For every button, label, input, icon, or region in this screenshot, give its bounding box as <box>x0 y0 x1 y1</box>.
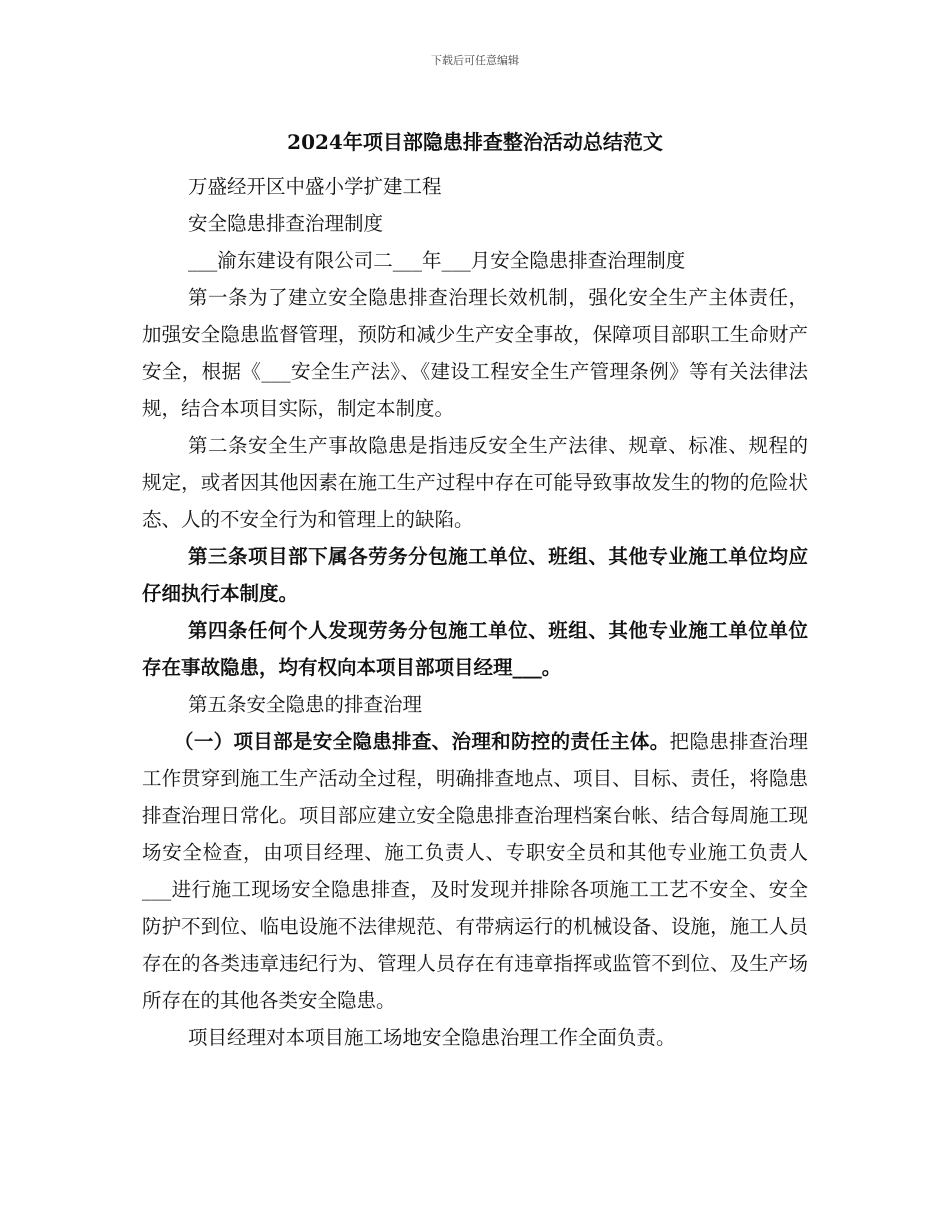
company-date-line: ___渝东建设有限公司二___年___月安全隐患排查治理制度 <box>188 249 686 272</box>
article-4-paragraph: 第四条任何个人发现劳务分包施工单位、班组、其他专业施工单位单位存在事故隐患，均有权向本项目部项目经理___。 <box>142 619 808 679</box>
item-1-lead: （一）项目部是安全隐患排查、治理和防控的责任主体。 <box>174 730 670 753</box>
regulation-name-line: 安全隐患排查治理制度 <box>188 212 384 235</box>
article-5-heading: 第五条安全隐患的排查治理 <box>188 693 423 716</box>
document-body <box>142 168 808 1056</box>
article-5-item-1 <box>142 723 808 1019</box>
article-2-paragraph: 第二条安全生产事故隐患是指违反安全生产法律、规章、标准、规程的规定，或者因其他因素在施工生产过程中存在可能导致事故发生的物的危险状态、人的不安全行为和管理上的缺陷。 <box>142 434 808 531</box>
page-header-note: 下载后可任意编辑 <box>431 54 519 67</box>
document-title: 2024年项目部隐患排查整治活动总结范文 <box>287 130 663 154</box>
article-1-paragraph: 第一条为了建立安全隐患排查治理长效机制，强化安全生产主体责任，加强安全隐患监督管理，预防和减少生产安全事故，保障项目部职工生命财产安全，根据《___安全生产法》、《建设工程安全生产管理条例》等有关法律法规，结合本项目实际，制定本制度。 <box>142 286 808 420</box>
article-3-paragraph: 第三条项目部下属各劳务分包施工单位、班组、其他专业施工单位均应仔细执行本制度。 <box>142 545 808 605</box>
item-1-body: 把隐患排查治理工作贯穿到施工生产活动全过程，明确排查地点、项目、目标、责任，将隐患排查治理日常化。项目部应建立安全隐患排查治理档案台帐、结合每周施工现场安全检查，由项目经理、施工负责人、专职安全员和其他专业施工负责人___进行施工现场安全隐患排查，及时发现并排除各项施工工艺不安全、安全防护不到位、临电设施不法律规范、有带病运行的机械设备、设施，施工人员存在的各类违章违纪行为、管理人员存在有违章指挥或监管不到位、及生产场所存在的其他各类安全隐患。 <box>142 730 808 1012</box>
last-paragraph: 项目经理对本项目施工场地安全隐患治理工作全面负责。 <box>188 1026 676 1049</box>
project-name-line: 万盛经开区中盛小学扩建工程 <box>188 175 442 198</box>
